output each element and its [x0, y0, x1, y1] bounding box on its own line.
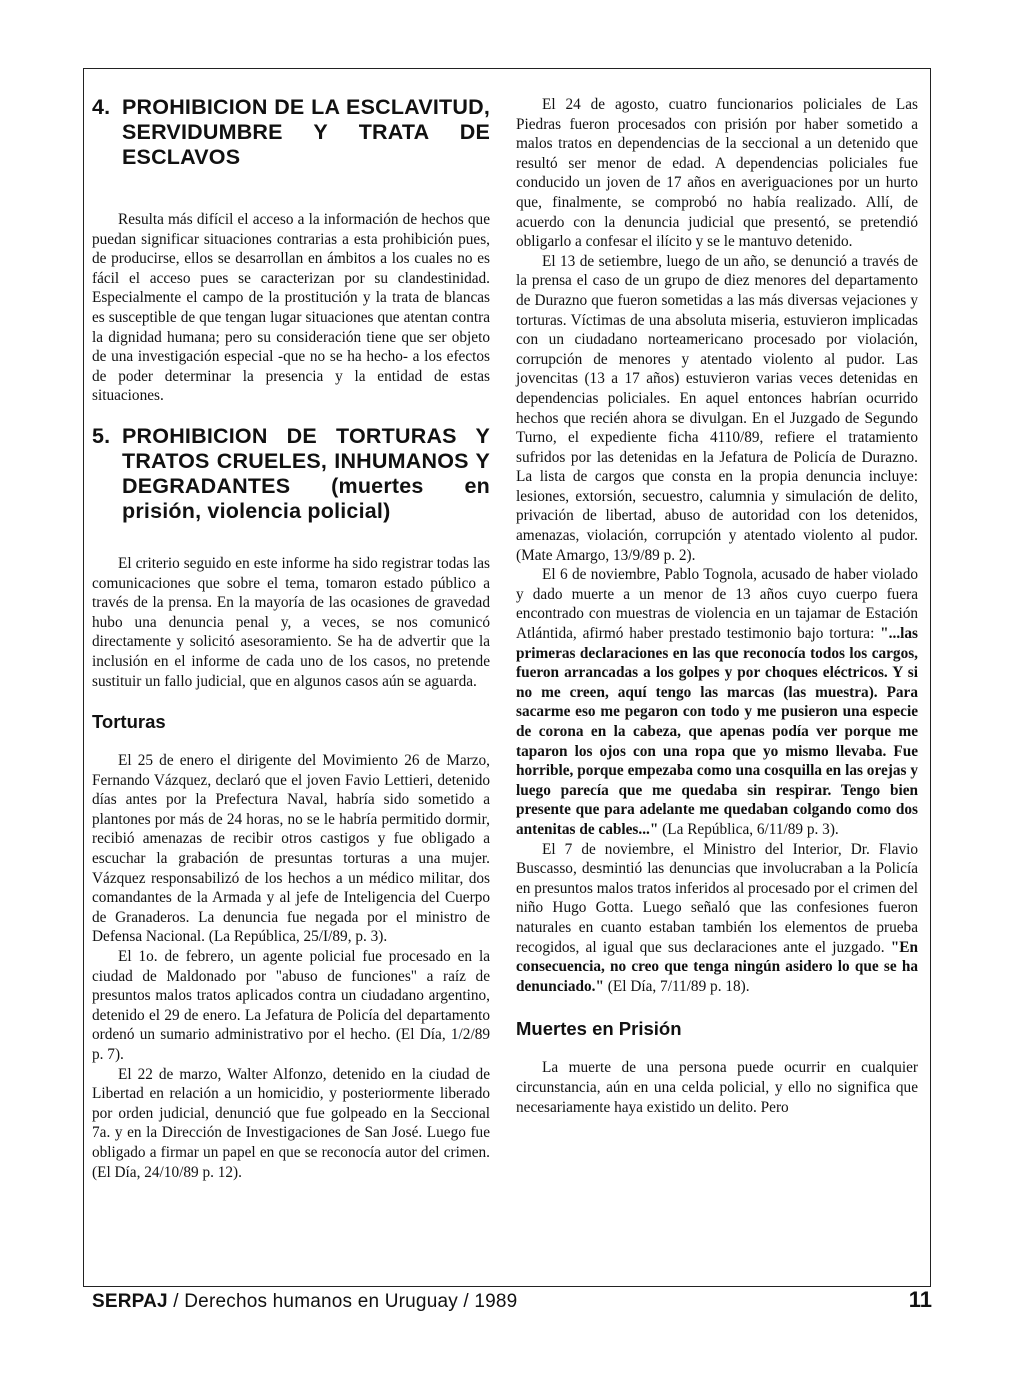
footer-publisher: SERPAJ — [92, 1291, 168, 1312]
footer-title: / Derechos humanos en Uruguay / 1989 — [167, 1291, 518, 1312]
section-4-heading — [92, 95, 490, 170]
right-paragraph-4-quote: "En consecuencia, no creo que tenga ningún asidero lo que se ha denunciado." — [516, 938, 918, 995]
right-paragraph-4-citation: (El Día, 7/11/89 p. 18). — [603, 977, 750, 995]
section-4-paragraph: Resulta más difícil el acceso a la información de hechos que puedan significar situaciones contrarias a esta prohibición pues, de producirse, ellos se desarrollan en ámbitos a los cuales no es fácil el acceso pues se caracterizan por su clandestinidad. Especialmente el campo de la prostitución y la trata de blancas es susceptible de que tengan lugar situaciones que atentan contra la dignidad humana; pero su consideración tiene que ser objeto de una investigación especial -que no se ha hecho- a los efectos de poder determinar la presencia y la entidad de estas situaciones. — [92, 211, 490, 405]
torturas-paragraph-3: El 22 de marzo, Walter Alfonzo, detenido en la ciudad de Libertad en relación a un homicidio, y posteriormente liberado por orden judicial, denunció que fue golpeado en la Seccional 7a. y en la Dirección de Investigaciones de San José. Luego fue obligado a firmar un papel en que se reconocía autor del crimen. (El Día, 24/10/89 p. 12). — [92, 1065, 490, 1181]
section-5-title: PROHIBICION DE TORTURAS Y TRATOS CRUELES, INHUMANOS Y DEGRADANTES (muertes en prisión, violencia policial) — [122, 423, 490, 523]
torturas-paragraph-2: El 1o. de febrero, un agente policial fue procesado en la ciudad de Maldonado por "abuso de funciones" a raíz de presuntos malos tratos aplicados contra un ciudadano argentino, detenido el 29 de enero. La Jefatura de Policía del departamento ordenó un sumario administrativo por el hecho. (El Día, 1/2/89 p. 7). — [92, 948, 490, 1063]
section-5-number: 5. — [92, 423, 111, 448]
torturas-paragraph-1: El 25 de enero el dirigente del Movimiento 26 de Marzo, Fernando Vázquez, declaró que el joven Favio Lettieri, detenido días antes por la Prefectura Naval, habría sido sometido a plantones por más de 24 horas, no se le habría permitido dormir, recibió amenazas de recibir otros castigos y fue obligado a escuchar la grabación de presuntas torturas a una mujer. Vázquez responsabilizó de los hechos a un médico militar, dos comandantes de la Armada y al jefe de Inteligencia del Cuerpo de Granaderos. La denuncia fue negada por el ministro de Defensa Nacional. (La República, 25/I/89, p. 3). — [92, 752, 490, 946]
section-5-heading — [92, 424, 490, 524]
right-paragraph-2: El 13 de setiembre, luego de un año, se denunció a través de la prensa el caso de un grupo de diez menores del departamento de Durazno que fueron sometidas a las más diversas vejaciones y torturas. Víctimas de una absoluta miseria, estuvieron implicadas con un ciudadano norteamericano procesado por violación, corrupción de menores y atentado violento al pudor. Las jovencitas (13 a 17 años) estuvieron varias veces detenidas en dependencias policiales. En aquel entonces habrían ocurrido hechos que recién ahora se divulgan. En el Juzgado de Segundo Turno, el expediente ficha 4110/89, refiere el tratamiento sufridos por las detenidas en la Jefatura de Policía de Durazno. La lista de cargos que consta en la propia denuncia incluye: lesiones, extorsión, secuestro, calumnia y simulación de delito, privación de libertad, abuso de autoridad con los detenidos, amenazas, violación, corrupción y atentado violento al pudor. (Mate Amargo, 13/9/89 p. 2). — [516, 252, 918, 564]
muertes-paragraph-1: La muerte de una persona puede ocurrir en cualquier circunstancia, aún en una celda policial, y ello no significa que necesariamente haya existido un delito. Pero — [516, 1059, 918, 1116]
section-4-title: PROHIBICION DE LA ESCLAVITUD, SERVIDUMBRE Y TRATA DE ESCLAVOS — [122, 95, 490, 169]
right-paragraph-3-citation: (La República, 6/11/89 p. 3). — [658, 820, 839, 838]
page-number: 11 — [908, 1287, 932, 1312]
section-5-paragraph: El criterio seguido en este informe ha sido registrar todas las comunicaciones que sobre el tema, tomaron estado público a través de la prensa. En la mayoría de las ocasiones de gravedad hubo una denuncia penal y, a veces, se nos comunicó directamente y solicitó asesoramiento. Se ha de advertir que la inclusión en el informe de cada uno de los casos, no pretende sustituir un fallo judicial, que en algunos casos aún se aguarda. — [92, 554, 490, 690]
muertes-heading: Muertes en Prisión — [516, 1018, 682, 1040]
right-paragraph-4-intro: El 7 de noviembre, el Ministro del Interior, Dr. Flavio Buscasso, desmintió las denuncias que involucraban a la Policía en presuntos malos tratos inferidos al procesado por el crimen del niño Hugo Gotta. Luego señaló que las confesiones fueron naturales en cuanto estaban también los elementos de prueba recogidos, al igual que sus declaraciones ante el juzgado. — [516, 840, 918, 956]
section-4-number: 4. — [92, 95, 111, 119]
torturas-heading: Torturas — [92, 711, 166, 733]
right-paragraph-3-quote: "...las primeras declaraciones en las que reconocía todos los cargos, fueron arrancadas a los golpes y por choques eléctricos. Y si no me creen, aquí tengo las marcas (las muestra). Para sacarme eso me pegaron con todo y me pusieron una especie de corona en la cabeza, que apenas podía ver porque me taparon los ojos con una ropa que yo mismo llevaba. Fue horrible, porque empezaba como una cosquilla en las orejas y luego parecía que me quedaba sin respirar. Tengo bien presente que para adelante me quedaban colgando como dos antenitas de cables..." — [516, 625, 918, 838]
right-paragraph-3 — [516, 565, 918, 839]
footer-publication — [92, 1291, 517, 1313]
right-paragraph-3-intro: El 6 de noviembre, Pablo Tognola, acusado de haber violado y dado muerte a un menor de 13 años cuyo cuerpo fuera encontrado con muestras de violencia en un tajamar de Estación Atlántida, afirmó haber prestado testimonio bajo tortura: — [516, 566, 918, 643]
left-column — [92, 95, 490, 1182]
right-paragraph-1: El 24 de agosto, cuatro funcionarios policiales de Las Piedras fueron procesados con prisión por haber sometido a malos tratos en dependencias de la seccional a un detenido que resultó ser menor de edad. A dependencias policiales fue conducido un joven de 17 años en averiguaciones por un hurto que, finalmente, se comprobó no había realizado. Allí, de acuerdo con la denuncia judicial que presentó, se pretendió obligarlo a confesar el ilícito y se le mantuvo detenido. — [516, 96, 918, 251]
right-column — [516, 95, 918, 1117]
right-paragraph-4 — [516, 840, 918, 997]
